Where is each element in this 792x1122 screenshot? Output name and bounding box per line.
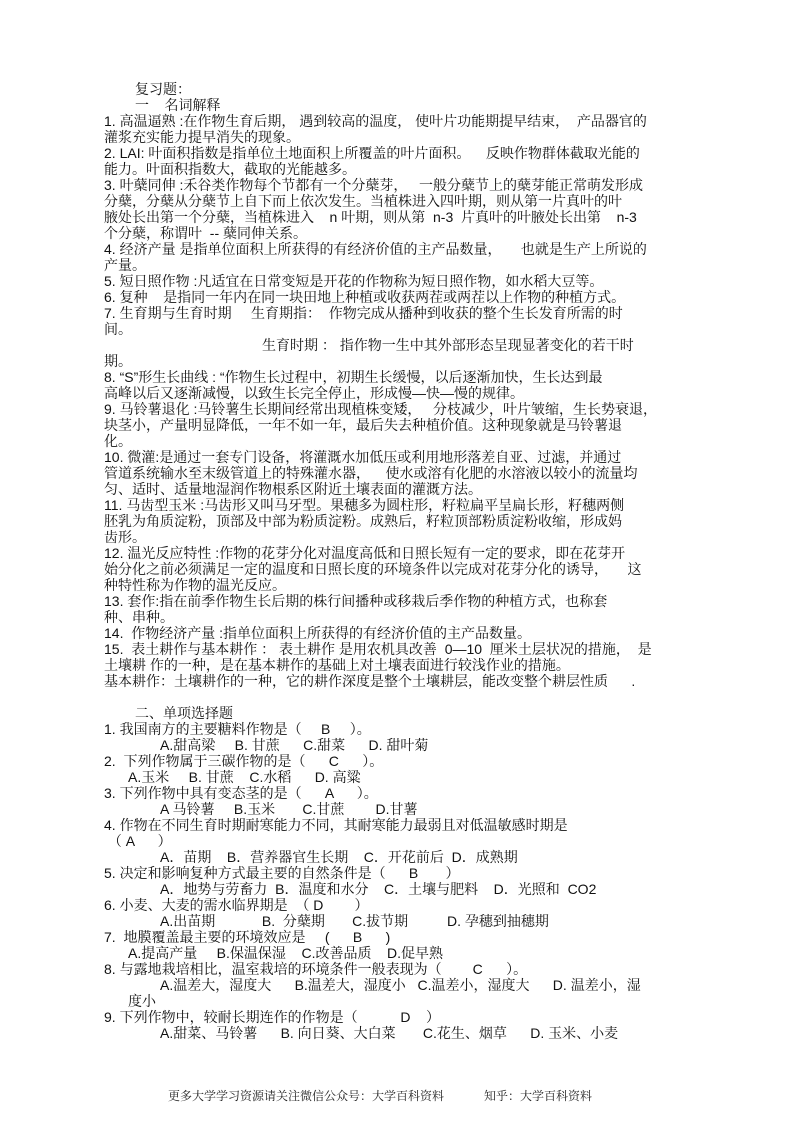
question-line: 8. 与露地栽培相比，温室栽培的环境条件一般表现为（ C ）。 [104,961,528,977]
question-line: 6. 小麦、大麦的需水临界期是 （ D ） [104,897,369,913]
definition-line: 5. 短日照作物 :凡适宜在日常变短是开花的作物称为短日照作物，如水稻大豆等。 [104,273,604,289]
question-line: A.玉米 B. 甘蔗 C.水稻 D. 高粱 [128,769,361,785]
definition-line: 始分化之前必须满足一定的温度和日照长度的环境条件以完成对花芽分化的诱导， 这 [104,561,642,577]
question-line: 度小 [128,993,156,1009]
definition-line: 12. 温光反应特性 :作物的花芽分化对温度高低和日照长短有一定的要求，即在花芽开 [104,545,626,561]
definition-line: 10. 微灌:是通过一套专门设备，将灌溉水加低压或利用地形落差自亚、过滤，并通过 [104,449,622,465]
definition-line: 腋处长出第一个分蘖，当植株进入 n 叶期，则从第 n-3 片真叶的叶腋处长出第 n-3 [104,209,637,225]
footer-zhihu: 知乎：大学百科资料 [484,1089,593,1103]
definition-line: 化。 [104,433,132,449]
definition-line: 2. LAI: 叶面积指数是指单位土地面积上所覆盖的叶片面积。 反映作物群体截取光能的 [104,145,640,161]
question-line: 2. 下列作物属于三碳作物的是（ C ）。 [104,753,384,769]
definition-line: 11. 马齿型玉米 :马齿形又叫马牙型。果穗多为圆柱形，籽粒扁平呈扁长形，籽穗两侧 [104,497,625,513]
question-line: 7. 地膜覆盖最主要的环境效应是 ( B ) [104,929,391,945]
definition-line: 齿形。 [104,529,146,545]
definition-line: 分蘖，分蘖从分蘖节上自下而上依次发生。当植株进入四叶期，则从第一片真叶的叶 [104,193,622,209]
blank-line [104,689,704,705]
definition-line: 管道系统输水至末级管道上的特殊灌水器， 使水或溶有化肥的水溶液以较小的流量均 [104,465,638,481]
question-line: 5. 决定和影响复种方式最主要的自然条件是（ B ） [104,865,460,881]
question-line: A.出苗期 B. 分蘖期 C.拔节期 D. 孕穗到抽穗期 [160,913,549,929]
definition-line: 1. 高温逼熟 :在作物生育后期， 遇到较高的温度， 使叶片功能期提早结束， 产品器官的 [104,113,647,129]
section-heading-definitions: 一 名词解释 [135,97,221,113]
question-line: （ A ） [104,833,172,849]
definition-line: 14. 作物经济产量 :指单位面积上所获得的有经济价值的主产品数量。 [104,625,532,641]
definition-line: 15. 表土耕作与基本耕作 ： 表土耕作 是用农机具改善 0—10 厘米土层状况的措施， 是 [104,641,652,657]
definition-line: 块茎小，产量明显降低，一年不如一年，最后失去种植价值。这种现象就是马铃薯退 [104,417,622,433]
question-line: 4. 作物在不同生育时期耐寒能力不同，其耐寒能力最弱且对低温敏感时期是 [104,817,568,833]
footer-wechat: 更多大学学习资源请关注微信公众号：大学百科资料 [168,1089,445,1103]
question-line: A．地势与劳畜力 B．温度和水分 C．土壤与肥料 D．光照和 CO2 [160,881,597,897]
section-heading-choice: 二、单项选择题 [135,705,233,721]
definition-line: 灌浆充实能力提早消失的现象。 [104,129,300,145]
definition-line: 个分蘖，称谓叶 -- 蘖同伸关系。 [104,225,307,241]
definition-line: 期。 [104,353,132,369]
definition-line: 产量。 [104,257,146,273]
definition-line: 胚乳为角质淀粉，顶部及中部为粉质淀粉。成熟后，籽粒顶部粉质淀粉收缩，形成妈 [104,513,622,529]
question-line: 9. 下列作物中，较耐长期连作的作物是（ D ） [104,1009,441,1025]
definition-line: 高峰以后又逐渐减慢，以致生长完全停止，形成慢—快—慢的规律。 [104,385,524,401]
review-title: 复习题： [135,81,191,97]
definition-line: 生育时期 ： 指作物一生中其外部形态呈现显著变化的若干时 [262,337,634,353]
question-line: A.甜菜、马铃薯 B. 向日葵、大白菜 C.花生、烟草 D. 玉米、小麦 [160,1025,619,1041]
definition-line: 间。 [104,321,132,337]
definition-line: 4. 经济产量 是指单位面积上所获得的有经济价值的主产品数量， 也就是生产上所说的 [104,241,647,257]
definition-line: 匀、适时、适量地湿润作物根系区附近土壤表面的灌溉方法。 [104,481,482,497]
document-body [104,81,704,1041]
definition-line: 13. 套作:指在前季作物生长后期的株行间播种或移栽后季作物的种植方式，也称套 [104,593,608,609]
definition-line: 土壤耕 作的一种，是在基本耕作的基础上对土壤表面进行较浅作业的措施。 [104,657,570,673]
definition-line: 种、串种。 [104,609,174,625]
definition-line: 9. 马铃薯退化 :马铃薯生长期间经常出现植株变矮， 分枝减少，叶片皱缩，生长势衰退， [104,401,658,417]
definition-line: 3. 叶蘖同伸 :禾谷类作物每个节都有一个分蘖芽， 一般分蘖节上的蘖芽能正常萌发形成 [104,177,644,193]
question-line: A.甜高梁 B. 甘蔗 C.甜菜 D. 甜叶菊 [160,737,429,753]
definition-line: 8. “S”形生长曲线 : “作物生长过程中，初期生长缓慢，以后逐渐加快，生长达到最 [104,369,603,385]
page-footer [168,1087,632,1104]
definition-line: 能力。叶面积指数大，截取的光能越多。 [104,161,356,177]
definition-line: 种特性称为作物的温光反应。 [104,577,286,593]
question-line: A.提高产量 B.保温保湿 C.改善品质 D.促早熟 [128,945,444,961]
definition-line: 6. 复种 是指同一年内在同一块田地上种植或收获两茬或两茬以上作物的种植方式。 [104,289,626,305]
definition-line: 7. 生育期与生育时期 生育期指： 作物完成从播种到收获的整个生长发育所需的时 [104,305,623,321]
question-line: A 马铃薯 B.玉米 C.甘蔗 D.甘薯 [160,801,418,817]
question-line: A．苗期 B．营养器官生长期 C．开花前后 D．成熟期 [160,849,518,865]
question-line: 3. 下列作物中具有变态茎的是（ A ）。 [104,785,378,801]
question-line: 1. 我国南方的主要糖料作物是（ B ）。 [104,721,371,737]
question-line: A.温差大，湿度大 B.温差大，湿度小 C.温差小，湿度大 D. 温差小，湿 [160,977,641,993]
definition-line: 基本耕作：土壤耕作的一种，它的耕作深度是整个土壤耕层，能改变整个耕层性质 . [104,673,636,689]
